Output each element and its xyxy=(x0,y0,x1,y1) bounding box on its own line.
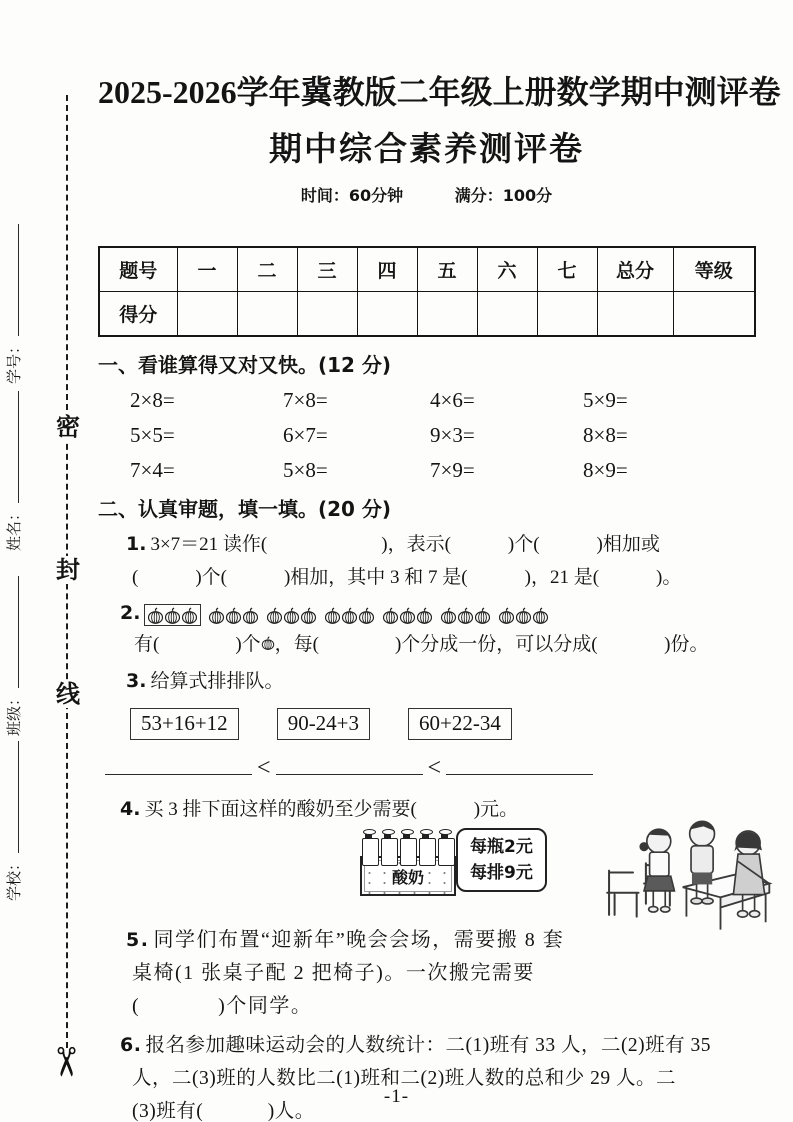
seal-char-mi: 密 xyxy=(56,413,80,441)
question2-line xyxy=(98,628,755,661)
score-cell xyxy=(597,292,673,337)
question1-text2: ( )个( )相加，其中 3 和 7 是( )，21 是( )。 xyxy=(132,567,682,588)
multiplication-grid xyxy=(98,383,755,488)
mul-problem: 6×7= xyxy=(283,423,328,447)
mul-problem: 9×3= xyxy=(430,423,475,447)
score-cell xyxy=(177,292,237,337)
expression-box: 90-24+3 xyxy=(277,708,370,740)
paper-title: 期中综合素养测评卷 xyxy=(269,129,584,168)
question5-line2 xyxy=(98,957,755,990)
question1-text1: 3×7＝21 读作( )，表示( )个( )相加或 xyxy=(150,534,660,555)
seal-label-student-id xyxy=(3,224,24,384)
question1-line2 xyxy=(98,561,755,594)
pumpkin-icon xyxy=(324,607,341,624)
mul-problem: 7×4= xyxy=(130,458,175,482)
student-id-blank xyxy=(3,224,19,336)
section2-heading: 二、认真审题，填一填。(20 分) xyxy=(98,497,392,521)
question2-text2: ，每( )个分成一份，可以分成( )份。 xyxy=(274,634,709,655)
comparison-row xyxy=(98,753,755,783)
price-box xyxy=(456,828,547,892)
yogurt-bottle xyxy=(362,838,379,866)
yogurt-bottle xyxy=(438,838,455,866)
tray-label: 酸奶 xyxy=(390,865,426,888)
time-limit: 时间：60分钟 xyxy=(300,186,404,205)
mul-problem: 8×8= xyxy=(583,423,628,447)
mul-problem: 7×8= xyxy=(283,388,328,412)
header-cell: 六 xyxy=(477,247,537,292)
question4-number: 4. xyxy=(120,798,141,820)
question5-number: 5. xyxy=(126,929,150,951)
pumpkin-group xyxy=(324,607,375,624)
pumpkin-icon xyxy=(474,607,491,624)
question3-number: 3. xyxy=(126,670,147,692)
pumpkin-icon xyxy=(399,607,416,624)
seal-label-school xyxy=(3,741,24,901)
full-score: 满分：100分 xyxy=(454,186,553,205)
question4-text: 买 3 排下面这样的酸奶至少需要( )元。 xyxy=(144,799,519,820)
pumpkin-icon xyxy=(164,607,181,624)
mul-problem: 8×9= xyxy=(583,458,628,482)
score-cell xyxy=(477,292,537,337)
question6-number: 6. xyxy=(120,1034,142,1056)
score-cell xyxy=(357,292,417,337)
header-cell: 三 xyxy=(297,247,357,292)
pumpkin-icon xyxy=(261,634,275,655)
question6-text2: 人，二(3)班的人数比二(1)班和二(2)班人数的总和少 29 人。二 xyxy=(132,1068,676,1089)
pumpkin-group xyxy=(498,607,549,624)
pumpkin-group xyxy=(440,607,491,624)
header-cell: 五 xyxy=(417,247,477,292)
mul-problem: 4×6= xyxy=(430,388,475,412)
student-id-label: 学号： xyxy=(5,338,23,384)
pumpkin-icon xyxy=(242,607,259,624)
question6-text3: (3)班有( )人。 xyxy=(132,1101,315,1122)
score-cell xyxy=(417,292,477,337)
pumpkin-icon xyxy=(457,607,474,624)
mul-problem: 2×8= xyxy=(130,388,175,412)
header-cell: 四 xyxy=(357,247,417,292)
expression-row xyxy=(98,708,755,740)
question5-line3 xyxy=(98,990,755,1023)
score-cell xyxy=(537,292,597,337)
less-than-sign: < xyxy=(427,755,442,781)
pumpkin-icon xyxy=(208,607,225,624)
score-table-score-row xyxy=(99,292,755,337)
pumpkin-icon xyxy=(341,607,358,624)
question6-text1: 报名参加趣味运动会的人数统计：二(1)班有 33 人，二(2)班有 35 xyxy=(145,1035,712,1056)
class-blank xyxy=(3,576,19,688)
price-per-row: 每排9元 xyxy=(470,863,533,883)
yogurt-bottle xyxy=(381,838,398,866)
pumpkin-group xyxy=(266,607,317,624)
pumpkin-icon xyxy=(266,607,283,624)
header-cell: 七 xyxy=(537,247,597,292)
pumpkin-icon xyxy=(300,607,317,624)
pumpkin-icon xyxy=(147,607,164,624)
question2-number: 2. xyxy=(120,602,141,624)
school-label: 学校： xyxy=(5,855,23,901)
seal-char-feng: 封 xyxy=(56,556,80,584)
pumpkin-icon xyxy=(382,607,399,624)
header-cell: 题号 xyxy=(99,247,177,292)
question2-pumpkin-row-wrap xyxy=(98,600,755,628)
expression-box: 60+22-34 xyxy=(408,708,512,740)
header-cell: 一 xyxy=(177,247,237,292)
pumpkin-icon xyxy=(515,607,532,624)
score-table xyxy=(98,246,756,337)
pumpkin-icon xyxy=(181,607,198,624)
mul-problem: 5×9= xyxy=(583,388,628,412)
answer-blank xyxy=(446,756,593,775)
question1-number: 1. xyxy=(126,533,147,555)
exam-meta xyxy=(98,183,755,206)
score-row-label: 得分 xyxy=(99,292,177,337)
name-blank xyxy=(3,391,19,503)
header-cell: 二 xyxy=(237,247,297,292)
pumpkin-icon xyxy=(416,607,433,624)
mul-problem: 7×9= xyxy=(430,458,475,482)
mul-problem: 5×8= xyxy=(283,458,328,482)
pumpkin-group xyxy=(382,607,433,624)
pumpkin-icon xyxy=(225,607,242,624)
score-table-header-row xyxy=(99,247,755,292)
pumpkin-icon xyxy=(358,607,375,624)
question1-line1 xyxy=(98,528,755,561)
question5-text2: 桌椅(1 张桌子配 2 把椅子)。一次搬完需要 xyxy=(132,962,535,984)
price-per-bottle: 每瓶2元 xyxy=(470,837,533,857)
header-cell: 等级 xyxy=(673,247,755,292)
yogurt-tray-group xyxy=(360,856,456,896)
question5-text1: 同学们布置“迎新年”晚会会场，需要搬 8 套 xyxy=(153,929,565,951)
question3-text: 给算式排排队。 xyxy=(150,671,284,692)
pumpkin-icon xyxy=(261,636,275,650)
header-cell: 总分 xyxy=(597,247,673,292)
paper-content xyxy=(98,72,781,1122)
name-label: 姓名： xyxy=(5,505,23,551)
pumpkin-icon xyxy=(498,607,515,624)
yogurt-bottles xyxy=(362,830,455,866)
question6-line1 xyxy=(98,1029,755,1062)
page-number: -1- xyxy=(383,1086,410,1107)
answer-blank xyxy=(105,756,252,775)
question3-line xyxy=(98,665,755,698)
pumpkin-icon xyxy=(440,607,457,624)
seal-label-class xyxy=(3,576,24,736)
score-cell xyxy=(237,292,297,337)
class-label: 班级： xyxy=(5,690,23,736)
seal-label-name xyxy=(3,391,24,551)
pumpkin-group xyxy=(208,607,259,624)
question2-text1: 有( )个 xyxy=(134,634,261,655)
section1-heading: 一、看谁算得又对又快。(12 分) xyxy=(98,353,392,377)
pumpkin-icon xyxy=(532,607,549,624)
scissors-icon: ✂ xyxy=(41,1045,88,1079)
mul-problem: 5×5= xyxy=(130,423,175,447)
score-cell xyxy=(297,292,357,337)
pumpkin-group xyxy=(144,604,201,626)
question5-text3: ( )个同学。 xyxy=(132,995,313,1017)
seal-char-xian: 线 xyxy=(56,680,80,708)
less-than-sign: < xyxy=(257,755,271,781)
answer-blank xyxy=(276,756,423,775)
children-carrying-table-illustration xyxy=(598,806,773,938)
pumpkin-icon xyxy=(283,607,300,624)
yogurt-bottle xyxy=(419,838,436,866)
yogurt-bottle xyxy=(400,838,417,866)
expression-box: 53+16+12 xyxy=(130,708,239,740)
score-cell xyxy=(673,292,755,337)
header-title: 2025-2026学年冀教版二年级上册数学期中测评卷 xyxy=(98,74,781,110)
school-blank xyxy=(3,741,19,853)
pumpkin-row xyxy=(144,606,556,623)
